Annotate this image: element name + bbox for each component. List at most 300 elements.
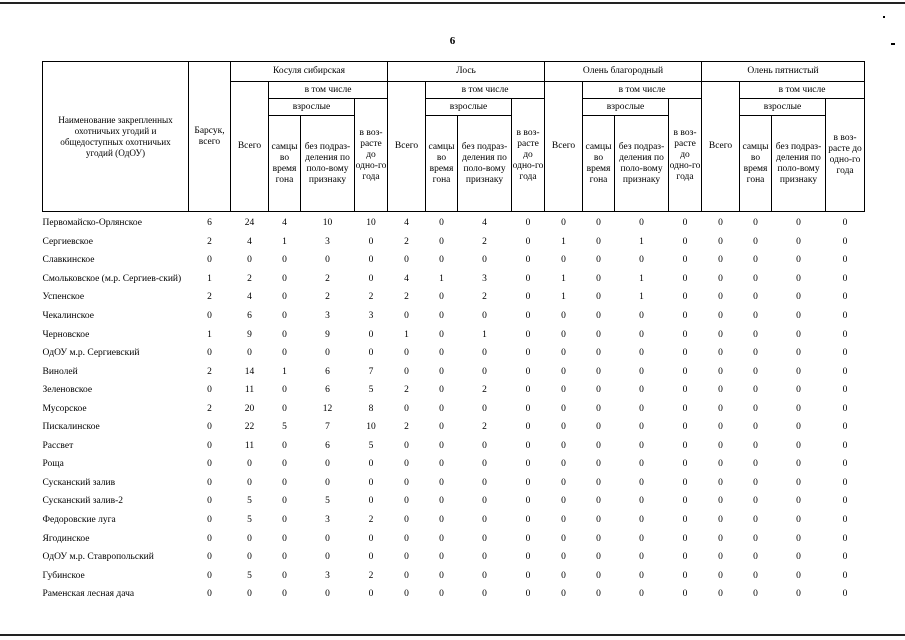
count-cell: 0 — [718, 329, 723, 340]
count-cell: 0 — [482, 533, 487, 544]
count-cell: 9 — [325, 329, 330, 340]
count-cell: 0 — [207, 311, 212, 321]
holding-name: Сергиевское — [42, 236, 93, 247]
count-cell: 0 — [368, 533, 374, 544]
count-cell: 0 — [404, 533, 409, 544]
count-cell: 0 — [439, 552, 444, 563]
count-cell: 0 — [439, 440, 444, 451]
count-cell: 0 — [842, 385, 848, 396]
count-cell: 0 — [596, 292, 601, 303]
count-cell: 0 — [596, 403, 601, 414]
count-cell: 0 — [596, 311, 601, 321]
count-cell: 0 — [639, 218, 644, 229]
count-cell: 1 — [404, 329, 409, 340]
count-cell: 0 — [842, 552, 848, 563]
count-cell: 0 — [596, 422, 601, 433]
undivided-header: без подраз-деления по поло-вому признаку — [772, 116, 826, 212]
count-cell: 0 — [682, 515, 688, 526]
table-row — [43, 307, 865, 326]
count-cell: 0 — [842, 515, 848, 526]
species-header: Олень благородный — [545, 62, 702, 82]
count-cell: 0 — [718, 570, 723, 581]
count-cell: 0 — [753, 348, 758, 359]
count-cell: 0 — [282, 255, 287, 266]
count-cell: 5 — [368, 385, 374, 396]
count-cell: 0 — [842, 477, 848, 488]
count-cell: 0 — [639, 348, 644, 359]
table-row — [43, 529, 865, 548]
count-cell: 1 — [482, 329, 487, 340]
count-cell: 4 — [404, 273, 409, 284]
count-cell: 0 — [718, 552, 723, 563]
incl-header: в том числе — [740, 82, 865, 99]
count-cell: 0 — [439, 589, 444, 600]
count-cell: 0 — [718, 440, 723, 451]
count-cell: 0 — [368, 477, 374, 488]
count-cell: 4 — [404, 218, 409, 229]
count-cell: 0 — [282, 440, 287, 451]
count-cell: 0 — [482, 403, 487, 414]
count-cell: 2 — [404, 385, 409, 396]
count-cell: 1 — [207, 329, 212, 340]
count-cell: 0 — [639, 570, 644, 581]
count-cell: 0 — [842, 440, 848, 451]
count-cell: 0 — [682, 311, 688, 321]
count-cell: 0 — [439, 292, 444, 303]
count-cell: 0 — [596, 533, 601, 544]
count-cell: 0 — [561, 255, 566, 266]
count-cell: 0 — [561, 403, 566, 414]
holding-name: Черновское — [42, 329, 90, 340]
count-cell: 0 — [207, 477, 212, 488]
count-cell: 3 — [368, 311, 374, 321]
count-cell: 0 — [718, 255, 723, 266]
name-header: Наименование закрепленных охотничьих угодий и общедоступных охотничьих угодий (ОдОУ) — [43, 62, 189, 212]
table-row — [43, 437, 865, 456]
count-cell: 2 — [207, 236, 212, 247]
count-cell: 0 — [753, 422, 758, 433]
table-row — [43, 511, 865, 530]
count-cell: 0 — [325, 255, 330, 266]
count-cell: 0 — [596, 273, 601, 284]
count-cell: 0 — [682, 589, 688, 600]
count-cell: 0 — [404, 515, 409, 526]
bottom-rule — [0, 634, 905, 636]
count-cell: 0 — [368, 255, 374, 266]
adults-header: взрослые — [269, 99, 355, 116]
count-cell: 5 — [282, 422, 287, 433]
count-cell: 0 — [207, 496, 212, 507]
count-cell: 0 — [682, 236, 688, 247]
count-cell: 0 — [753, 552, 758, 563]
count-cell: 0 — [482, 570, 487, 581]
young-header: в воз-расте до одно-го года — [826, 99, 865, 212]
count-cell: 0 — [368, 236, 374, 247]
count-cell: 0 — [368, 552, 374, 563]
count-cell: 0 — [796, 496, 801, 507]
count-cell: 0 — [282, 570, 287, 581]
count-cell: 0 — [796, 459, 801, 470]
game-census-table — [42, 61, 865, 603]
table-row — [43, 233, 865, 252]
count-cell: 0 — [842, 366, 848, 377]
count-cell: 0 — [596, 366, 601, 377]
count-cell: 0 — [404, 366, 409, 377]
count-cell: 0 — [682, 477, 688, 488]
count-cell: 0 — [207, 348, 212, 359]
undivided-header: без подраз-деления по поло-вому признаку — [615, 116, 669, 212]
incl-header: в том числе — [426, 82, 545, 99]
count-cell: 2 — [404, 236, 409, 247]
count-cell: 4 — [247, 236, 252, 247]
count-cell: 0 — [596, 515, 601, 526]
count-cell: 0 — [596, 385, 601, 396]
count-cell: 0 — [753, 459, 758, 470]
count-cell: 0 — [561, 477, 566, 488]
count-cell: 0 — [561, 496, 566, 507]
count-cell: 0 — [753, 533, 758, 544]
count-cell: 0 — [439, 515, 444, 526]
count-cell: 0 — [439, 385, 444, 396]
count-cell: 0 — [842, 255, 848, 266]
count-cell: 0 — [596, 496, 601, 507]
count-cell: 0 — [439, 366, 444, 377]
count-cell: 24 — [244, 218, 255, 229]
count-cell: 1 — [639, 273, 644, 284]
count-cell: 0 — [639, 533, 644, 544]
count-cell: 12 — [322, 403, 333, 414]
count-cell: 0 — [525, 366, 531, 377]
count-cell: 0 — [525, 403, 531, 414]
count-cell: 2 — [368, 292, 374, 303]
count-cell: 0 — [753, 218, 758, 229]
count-cell: 0 — [439, 496, 444, 507]
count-cell: 2 — [404, 292, 409, 303]
count-cell: 0 — [561, 329, 566, 340]
count-cell: 0 — [207, 255, 212, 266]
count-cell: 0 — [525, 570, 531, 581]
count-cell: 0 — [596, 255, 601, 266]
count-cell: 0 — [561, 311, 566, 321]
holding-name: Зеленовское — [42, 385, 93, 396]
count-cell: 0 — [525, 329, 531, 340]
count-cell: 1 — [561, 273, 566, 284]
count-cell: 0 — [753, 366, 758, 377]
count-cell: 3 — [325, 311, 330, 321]
count-cell: 0 — [682, 255, 688, 266]
count-cell: 0 — [247, 477, 252, 488]
count-cell: 0 — [753, 403, 758, 414]
species-header: Олень пятнистый — [702, 62, 865, 82]
count-cell: 1 — [439, 273, 444, 284]
incl-header: в том числе — [583, 82, 702, 99]
count-cell: 0 — [368, 589, 374, 600]
count-cell: 0 — [753, 515, 758, 526]
count-cell: 0 — [753, 255, 758, 266]
count-cell: 0 — [842, 533, 848, 544]
holding-name: Сусканский залив-2 — [42, 496, 123, 507]
count-cell: 9 — [247, 329, 252, 340]
count-cell: 0 — [525, 311, 531, 321]
holding-name: Сусканский залив — [42, 477, 116, 488]
count-cell: 0 — [718, 218, 723, 229]
count-cell: 6 — [325, 385, 330, 396]
count-cell: 0 — [639, 422, 644, 433]
count-cell: 0 — [639, 385, 644, 396]
count-cell: 0 — [439, 348, 444, 359]
count-cell: 0 — [796, 589, 801, 600]
table-row — [43, 474, 865, 493]
count-cell: 0 — [325, 348, 330, 359]
count-cell: 2 — [482, 422, 487, 433]
count-cell: 0 — [682, 218, 688, 229]
table-body — [43, 212, 865, 604]
count-cell: 0 — [753, 477, 758, 488]
count-cell: 0 — [796, 255, 801, 266]
count-cell: 0 — [718, 236, 723, 247]
count-cell: 0 — [682, 533, 688, 544]
count-cell: 0 — [753, 329, 758, 340]
holding-name: Федоровские луга — [42, 515, 116, 526]
count-cell: 0 — [561, 422, 566, 433]
count-cell: 0 — [282, 533, 287, 544]
count-cell: 0 — [561, 589, 566, 600]
count-cell: 2 — [482, 236, 487, 247]
holding-name: Успенское — [42, 292, 85, 303]
count-cell: 0 — [842, 348, 848, 359]
count-cell: 10 — [366, 422, 376, 433]
count-cell: 0 — [282, 459, 287, 470]
count-cell: 0 — [682, 403, 688, 414]
top-rule — [0, 2, 905, 4]
count-cell: 0 — [561, 515, 566, 526]
count-cell: 0 — [682, 422, 688, 433]
adults-header: взрослые — [426, 99, 512, 116]
count-cell: 0 — [525, 589, 531, 600]
table-row — [43, 251, 865, 270]
count-cell: 0 — [796, 477, 801, 488]
count-cell: 0 — [282, 589, 287, 600]
count-cell: 0 — [753, 440, 758, 451]
count-cell: 0 — [639, 366, 644, 377]
table-row — [43, 270, 865, 289]
count-cell: 0 — [482, 348, 487, 359]
count-cell: 1 — [207, 273, 212, 284]
count-cell: 0 — [404, 477, 409, 488]
count-cell: 0 — [842, 329, 848, 340]
count-cell: 0 — [596, 552, 601, 563]
count-cell: 0 — [439, 255, 444, 266]
count-cell: 0 — [368, 348, 374, 359]
count-cell: 0 — [439, 329, 444, 340]
count-cell: 0 — [596, 440, 601, 451]
count-cell: 0 — [282, 329, 287, 340]
count-cell: 0 — [247, 348, 252, 359]
count-cell: 0 — [247, 552, 252, 563]
young-header: в воз-расте до одно-го года — [512, 99, 545, 212]
count-cell: 0 — [596, 477, 601, 488]
count-cell: 6 — [325, 440, 330, 451]
count-cell: 0 — [282, 311, 287, 321]
count-cell: 0 — [482, 366, 487, 377]
holding-name: ОдОУ м.р. Ставропольский — [42, 552, 154, 563]
holding-name: Чекалинское — [42, 311, 95, 321]
count-cell: 1 — [282, 236, 287, 247]
count-cell: 0 — [842, 218, 848, 229]
holding-name: Первомайско-Орлянское — [42, 218, 142, 229]
count-cell: 0 — [639, 515, 644, 526]
count-cell: 0 — [207, 459, 212, 470]
males-header: самцы во время гона — [269, 116, 301, 212]
count-cell: 0 — [282, 477, 287, 488]
holding-name: Губинское — [42, 570, 85, 581]
count-cell: 0 — [682, 440, 688, 451]
table-row — [43, 492, 865, 511]
count-cell: 0 — [207, 589, 212, 600]
holding-name: Славкинское — [42, 255, 95, 266]
count-cell: 0 — [247, 589, 252, 600]
count-cell: 10 — [322, 218, 333, 229]
count-cell: 7 — [325, 422, 330, 433]
count-cell: 0 — [639, 403, 644, 414]
scan-speck — [883, 16, 885, 18]
count-cell: 0 — [207, 533, 212, 544]
count-cell: 5 — [247, 570, 252, 581]
count-cell: 0 — [639, 477, 644, 488]
count-cell: 0 — [404, 255, 409, 266]
total-header: Всего — [231, 82, 269, 212]
count-cell: 0 — [325, 533, 330, 544]
count-cell: 0 — [525, 236, 531, 247]
table-row — [43, 344, 865, 363]
count-cell: 0 — [718, 311, 723, 321]
count-cell: 0 — [796, 329, 801, 340]
count-cell: 2 — [247, 273, 252, 284]
count-cell: 0 — [525, 459, 531, 470]
count-cell: 0 — [368, 273, 374, 284]
species-header: Лось — [388, 62, 545, 82]
count-cell: 6 — [325, 366, 330, 377]
count-cell: 0 — [207, 515, 212, 526]
holding-name: Рассвет — [42, 440, 74, 451]
holding-name: Мусорское — [42, 403, 87, 414]
count-cell: 0 — [368, 459, 374, 470]
count-cell: 0 — [718, 422, 723, 433]
young-header: в воз-расте до одно-го года — [669, 99, 702, 212]
count-cell: 0 — [482, 496, 487, 507]
count-cell: 0 — [639, 311, 644, 321]
count-cell: 0 — [796, 403, 801, 414]
holding-name: Пискалинское — [42, 422, 100, 433]
count-cell: 0 — [525, 552, 531, 563]
count-cell: 2 — [207, 403, 212, 414]
count-cell: 1 — [282, 366, 287, 377]
undivided-header: без подраз-деления по поло-вому признаку — [301, 116, 355, 212]
count-cell: 0 — [404, 440, 409, 451]
males-header: самцы во время гона — [740, 116, 772, 212]
count-cell: 11 — [244, 440, 255, 451]
count-cell: 0 — [404, 311, 409, 321]
count-cell: 0 — [282, 273, 287, 284]
count-cell: 3 — [482, 273, 487, 284]
count-cell: 3 — [325, 515, 330, 526]
table-row — [43, 212, 865, 233]
count-cell: 1 — [561, 292, 566, 303]
count-cell: 0 — [596, 348, 601, 359]
count-cell: 0 — [682, 273, 688, 284]
holding-name: Винолей — [42, 366, 78, 377]
count-cell: 0 — [796, 440, 801, 451]
count-cell: 0 — [325, 589, 330, 600]
count-cell: 0 — [639, 496, 644, 507]
count-cell: 0 — [482, 589, 487, 600]
table-row — [43, 585, 865, 604]
page-number: 6 — [449, 35, 456, 47]
count-cell: 0 — [796, 218, 801, 229]
count-cell: 2 — [368, 515, 374, 526]
count-cell: 0 — [682, 496, 688, 507]
count-cell: 2 — [325, 273, 330, 284]
count-cell: 0 — [404, 403, 409, 414]
count-cell: 0 — [404, 459, 409, 470]
count-cell: 2 — [404, 422, 409, 433]
count-cell: 0 — [682, 292, 688, 303]
count-cell: 0 — [282, 385, 287, 396]
count-cell: 0 — [561, 552, 566, 563]
count-cell: 0 — [842, 422, 848, 433]
count-cell: 0 — [482, 477, 487, 488]
count-cell: 0 — [404, 570, 409, 581]
count-cell: 1 — [561, 236, 566, 247]
count-cell: 0 — [525, 477, 531, 488]
count-cell: 0 — [596, 236, 601, 247]
count-cell: 0 — [439, 477, 444, 488]
table-row — [43, 325, 865, 344]
count-cell: 1 — [639, 292, 644, 303]
count-cell: 5 — [325, 496, 330, 507]
badger-header: Барсук, всего — [189, 62, 231, 212]
adults-header: взрослые — [583, 99, 669, 116]
count-cell: 0 — [525, 422, 531, 433]
count-cell: 0 — [796, 385, 801, 396]
count-cell: 0 — [718, 496, 723, 507]
count-cell: 3 — [325, 570, 330, 581]
count-cell: 0 — [718, 533, 723, 544]
count-cell: 0 — [682, 348, 688, 359]
count-cell: 0 — [482, 440, 487, 451]
count-cell: 0 — [282, 496, 287, 507]
count-cell: 0 — [247, 255, 252, 266]
count-cell: 0 — [796, 273, 801, 284]
count-cell: 0 — [796, 570, 801, 581]
count-cell: 0 — [753, 311, 758, 321]
count-cell: 0 — [718, 459, 723, 470]
count-cell: 0 — [753, 236, 758, 247]
species-header: Косуля сибирская — [231, 62, 388, 82]
count-cell: 0 — [439, 422, 444, 433]
count-cell: 0 — [368, 329, 374, 340]
young-header: в воз-расте до одно-го года — [355, 99, 388, 212]
undivided-header: без подраз-деления по поло-вому признаку — [458, 116, 512, 212]
count-cell: 0 — [842, 459, 848, 470]
count-cell: 0 — [439, 459, 444, 470]
table-row — [43, 418, 865, 437]
count-cell: 0 — [525, 440, 531, 451]
table-row — [43, 399, 865, 418]
count-cell: 5 — [368, 440, 374, 451]
count-cell: 2 — [207, 366, 212, 377]
count-cell: 1 — [639, 236, 644, 247]
